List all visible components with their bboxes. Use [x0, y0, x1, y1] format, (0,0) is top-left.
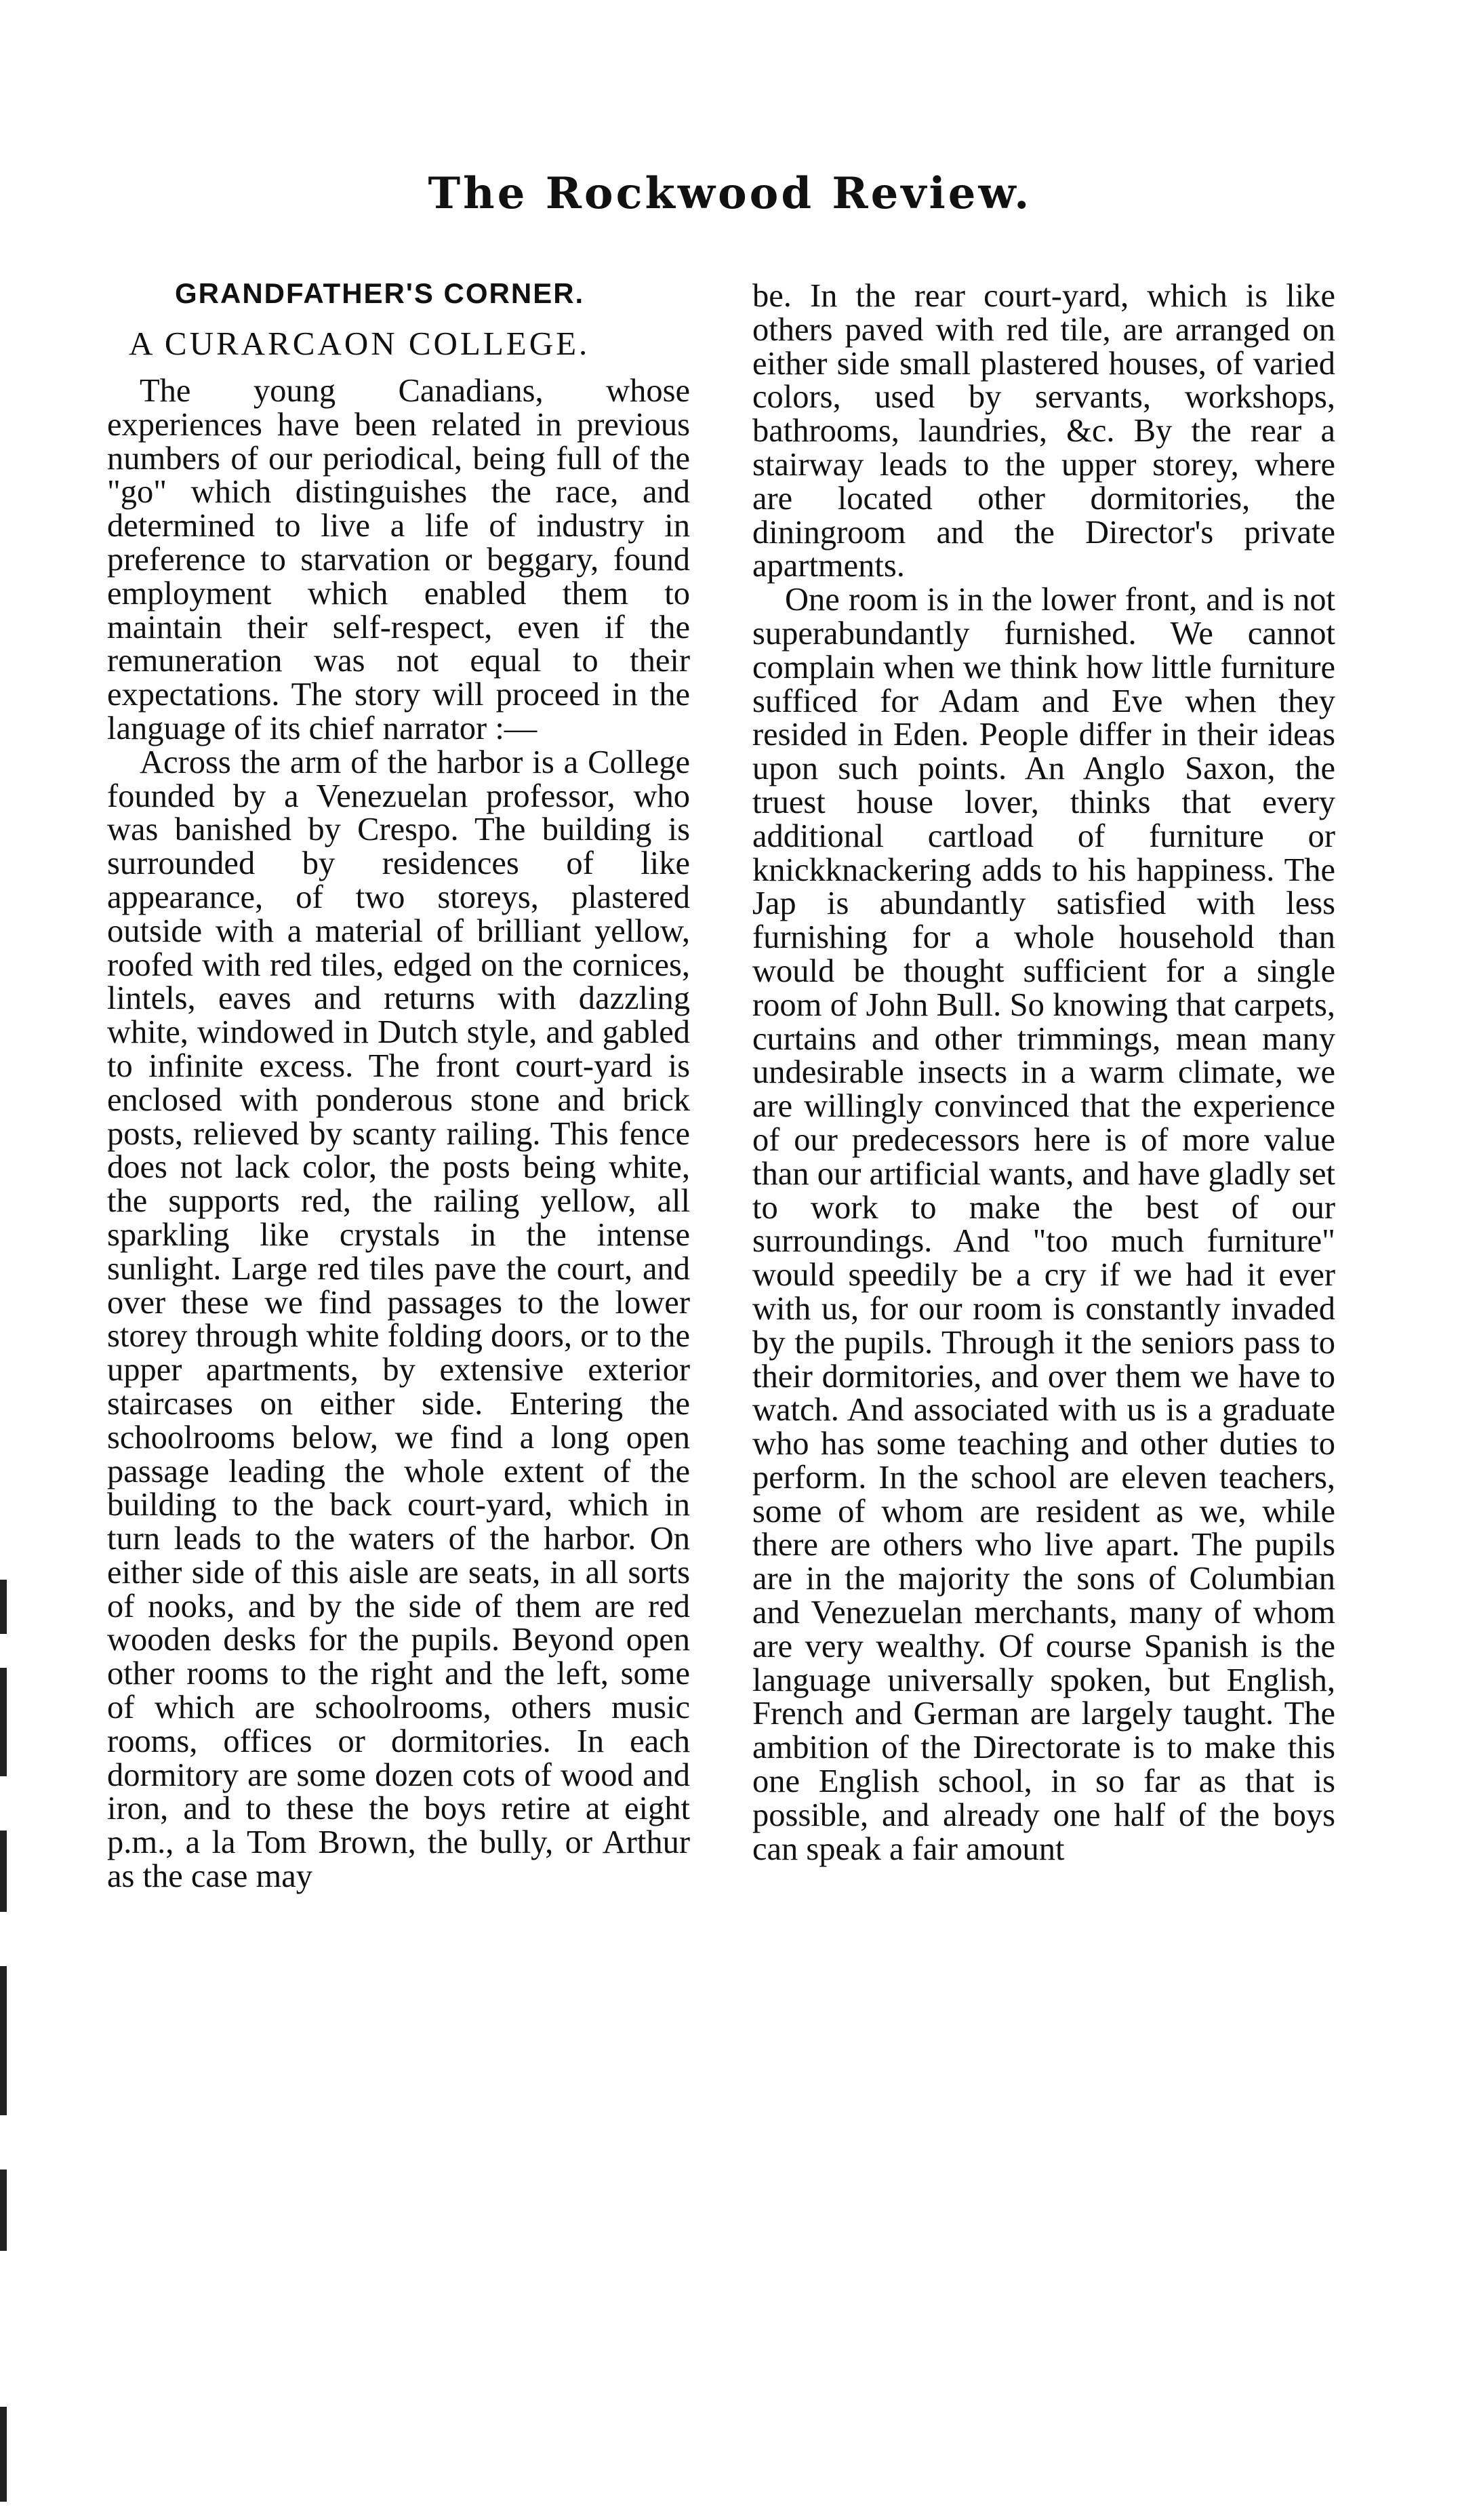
right-paragraph-1: be. In the rear court-yard, which is like others paved with red tile, are arranged on either side small plastered houses, of varied colors, used by servants, workshops, bathrooms, laundries, &c. By the rear a stairway leads to the upper storey, where are located other dormitories, the diningroom and the Director's private apartments.: [752, 278, 1335, 584]
binding-edge-mark: [0, 1580, 7, 1634]
right-paragraph-2: One room is in the lower front, and is not superabundantly furnished. We cannot complain when we think how little furniture sufficed for Adam and Eve when they resided in Eden. People differ in their ideas upon such points. An Anglo Saxon, the truest house lover, thinks that every additional cartload of furniture or knickknackering adds to his happiness. The Jap is abundantly satisfied with less furnishing for a whole household than would be thought sufficient for a single room of John Bull. So knowing that carpets, curtains and other trimmings, mean many undesirable insects in a warm climate, we are willingly convinced that the experience of our predecessors here is of more value than our artificial wants, and have gladly set to work to make the best of our surroundings. And "too much furniture" would speedily be a cry if we had it ever with us, for our room is constantly invaded by the pupils. Through it the seniors pass to their dormitories, and over them we have to watch. And associated with us is a graduate who has some teaching and other duties to perform. In the school are eleven teachers, some of whom are resident as we, while there are others who live apart. The pupils are in the majority the sons of Columbian and Venezuelan merchants, many of whom are very wealthy. Of course Spanish is the language universally spoken, but English, French and German are largely taught. The ambition of the Directorate is to make this one English school, in so far as that is possible, and already one half of the boys can speak a fair amount: [752, 582, 1335, 1867]
binding-edge-mark: [0, 1668, 7, 1776]
binding-edge-mark: [0, 1966, 7, 2115]
article-title: A CURARCAON COLLEGE.: [129, 325, 590, 362]
binding-edge-mark: [0, 2407, 7, 2502]
left-paragraph-2: Across the arm of the harbor is a College founded by a Venezuelan professor, who was banished by Crespo. The building is surrounded by residences of like appearance, of two storeys, plastered outside with a material of brilliant yellow, roofed with red tiles, edged on the cornices, lintels, eaves and returns with dazzling white, windowed in Dutch style, and gabled to infinite excess. The front court-yard is enclosed with ponderous stone and brick posts, relieved by scanty railing. This fence does not lack color, the posts being white, the supports red, the railing yellow, all sparkling like crystals in the intense sunlight. Large red tiles pave the court, and over these we find passages to the lower storey through white folding doors, or to the upper apartments, by extensive exterior staircases on either side. Entering the schoolrooms below, we find a long open passage leading the whole extent of the building to the back court-yard, which in turn leads to the waters of the harbor. On either side of this aisle are seats, in all sorts of nooks, and by the side of them are red wooden desks for the pupils. Beyond open other rooms to the right and the left, some of which are schoolrooms, others music rooms, offices or dormitories. In each dormitory are some dozen cots of wood and iron, and to these the boys retire at eight p.m., a la Tom Brown, the bully, or Arthur as the case may: [107, 744, 690, 1895]
binding-edge-mark: [0, 1831, 7, 1912]
left-column: [107, 277, 690, 1894]
left-paragraph-1: The young Canadians, whose experiences have been related in previous numbers of our periodical, being full of the "go" which distinguishes the race, and determined to live a life of industry in preference to starvation or beggary, found employment which enabled them to maintain their self-respect, even if the remuneration was not equal to their expectations. The story will proceed in the language of its chief narrator :—: [107, 373, 690, 746]
section-heading: GRANDFATHER'S CORNER.: [175, 277, 585, 309]
masthead-title: The Rockwood Review.: [428, 168, 1032, 219]
binding-edge-mark: [0, 2169, 7, 2251]
right-column: [752, 279, 1335, 1866]
